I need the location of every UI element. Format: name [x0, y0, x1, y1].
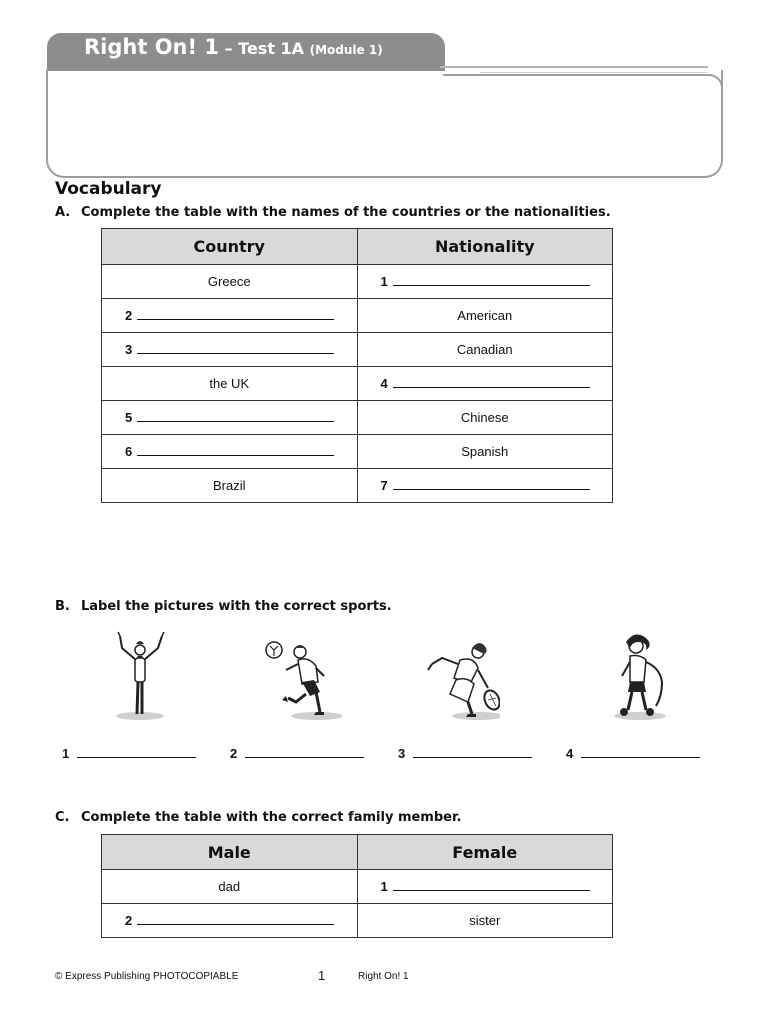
footer-book-title: Right On! 1 — [358, 971, 409, 982]
football-player-icon — [262, 630, 342, 725]
nationality-cell: Canadian — [357, 333, 613, 367]
sport-label-4 — [566, 746, 700, 761]
country-cell[interactable] — [102, 333, 358, 367]
family-member-table — [101, 834, 613, 938]
footer-copyright: © Express Publishing PHOTOCOPIABLE — [55, 971, 239, 982]
title-module: (Module 1) — [309, 43, 383, 57]
answer-line[interactable] — [137, 447, 334, 456]
nationality-cell[interactable] — [357, 265, 613, 299]
sport-answer-line-3[interactable] — [413, 749, 532, 758]
gymnast-icon — [100, 630, 180, 725]
column-header-nationality: Nationality — [357, 229, 613, 265]
table-row — [102, 333, 613, 367]
country-cell: the UK — [102, 367, 358, 401]
sport-label-2 — [230, 746, 364, 761]
female-cell[interactable] — [357, 870, 613, 904]
sport-label-3 — [398, 746, 532, 761]
instruction-b-letter: B. — [55, 599, 70, 614]
sport-label-3-num: 3 — [398, 746, 406, 761]
answer-number: 6 — [125, 444, 133, 459]
male-cell[interactable] — [102, 904, 358, 938]
country-cell: Greece — [102, 265, 358, 299]
instruction-a-letter: A. — [55, 205, 71, 220]
table-row — [102, 265, 613, 299]
answer-line[interactable] — [393, 379, 590, 388]
answer-number: 1 — [380, 879, 388, 894]
instruction-a-text: Complete the table with the names of the countries or the nationalities. — [81, 205, 611, 220]
answer-line[interactable] — [137, 916, 334, 925]
answer-line[interactable] — [137, 345, 334, 354]
answer-number: 2 — [125, 308, 133, 323]
answer-line[interactable] — [393, 277, 590, 286]
table-header-row — [102, 229, 613, 265]
nationality-cell: Spanish — [357, 435, 613, 469]
nationality-cell: American — [357, 299, 613, 333]
answer-number: 3 — [125, 342, 133, 357]
answer-line[interactable] — [137, 413, 334, 422]
table-header-row — [102, 835, 613, 870]
sport-label-4-num: 4 — [566, 746, 574, 761]
nationality-cell[interactable] — [357, 367, 613, 401]
country-cell[interactable] — [102, 401, 358, 435]
table-row — [102, 299, 613, 333]
instruction-b — [55, 599, 392, 614]
male-cell: dad — [102, 870, 358, 904]
answer-line[interactable] — [393, 882, 590, 891]
answer-line[interactable] — [393, 481, 590, 490]
column-header-country: Country — [102, 229, 358, 265]
answer-number: 1 — [380, 274, 388, 289]
section-heading-vocabulary: Vocabulary — [55, 179, 162, 199]
sport-label-1-num: 1 — [62, 746, 70, 761]
table-row — [102, 401, 613, 435]
nationality-cell[interactable] — [357, 469, 613, 503]
answer-number: 5 — [125, 410, 133, 425]
nationality-cell: Chinese — [357, 401, 613, 435]
country-nationality-table — [101, 228, 613, 503]
tennis-player-icon — [420, 630, 500, 725]
instruction-a — [55, 205, 611, 220]
page-title — [84, 35, 383, 59]
table-row — [102, 367, 613, 401]
answer-line[interactable] — [137, 311, 334, 320]
header-divider — [440, 66, 708, 68]
country-cell: Brazil — [102, 469, 358, 503]
sport-label-1 — [62, 746, 196, 761]
table-row — [102, 870, 613, 904]
country-cell[interactable] — [102, 435, 358, 469]
instruction-c-letter: C. — [55, 810, 70, 825]
instruction-c-text: Complete the table with the correct family member. — [81, 810, 462, 825]
answer-number: 2 — [125, 913, 133, 928]
instruction-b-text: Label the pictures with the correct sports. — [81, 599, 392, 614]
column-header-female: Female — [357, 835, 613, 870]
sport-answer-line-1[interactable] — [77, 749, 196, 758]
country-cell[interactable] — [102, 299, 358, 333]
column-header-male: Male — [102, 835, 358, 870]
sport-answer-line-4[interactable] — [581, 749, 700, 758]
instruction-c — [55, 810, 461, 825]
sport-label-2-num: 2 — [230, 746, 238, 761]
table-row — [102, 904, 613, 938]
skater-icon — [600, 630, 680, 725]
answer-number: 4 — [380, 376, 388, 391]
sport-answer-line-2[interactable] — [245, 749, 364, 758]
title-main: Right On! 1 — [84, 35, 220, 59]
female-cell: sister — [357, 904, 613, 938]
table-row — [102, 435, 613, 469]
footer-page-number: 1 — [318, 968, 326, 983]
title-test: – Test 1A — [219, 39, 310, 58]
student-info-box[interactable] — [46, 70, 723, 178]
table-row — [102, 469, 613, 503]
answer-number: 7 — [380, 478, 388, 493]
